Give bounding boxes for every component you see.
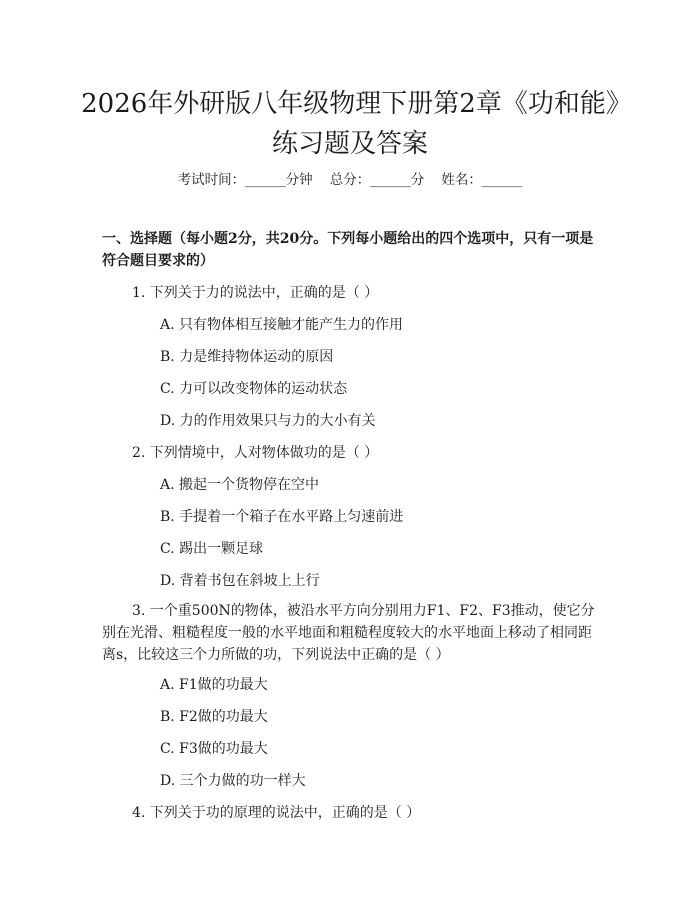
section-heading: 一、选择题（每小题2分，共20分。下列每小题给出的四个选项中，只有一项是符合题目要求的） bbox=[102, 231, 594, 269]
question-option: D. 背着书包在斜坡上上行 bbox=[160, 573, 320, 589]
question-option: C. F3做的功最大 bbox=[160, 741, 268, 757]
question-option: B. 力是维持物体运动的原因 bbox=[160, 349, 334, 365]
question-option: B. 手提着一个箱子在水平路上匀速前进 bbox=[160, 509, 404, 525]
question-stem: 3. 一个重500N的物体，被沿水平方向分别用力F1、F2、F3推动，使它分别在光滑、粗糙程度一般的水平地面和粗糙程度较大的水平地面上移动了相同距离s，比较这三个力所做的功，下列说法中正确的是（ ） bbox=[102, 603, 595, 663]
question-option: A. 搬起一个货物停在空中 bbox=[160, 477, 320, 493]
exam-meta-line: 考试时间：______分钟 总分：______分 姓名：______ bbox=[177, 172, 523, 188]
question-stem: 2. 下列情境中，人对物体做功的是（ ） bbox=[132, 445, 379, 461]
question-option: C. 力可以改变物体的运动状态 bbox=[160, 381, 348, 397]
question-stem: 4. 下列关于功的原理的说法中，正确的是（ ） bbox=[132, 805, 421, 821]
question-option: C. 踢出一颗足球 bbox=[160, 541, 264, 557]
question-option: D. 三个力做的功一样大 bbox=[160, 773, 306, 789]
question-option: A. 只有物体相互接触才能产生力的作用 bbox=[160, 317, 404, 333]
question-option: B. F2做的功最大 bbox=[160, 709, 268, 725]
question-stem: 1. 下列关于力的说法中，正确的是（ ） bbox=[132, 285, 379, 301]
question-option: D. 力的作用效果只与力的大小有关 bbox=[160, 413, 376, 429]
question-option: A. F1做的功最大 bbox=[160, 677, 268, 693]
page-title: 2026年外研版八年级物理下册第2章《功和能》练习题及答案 bbox=[81, 89, 619, 159]
